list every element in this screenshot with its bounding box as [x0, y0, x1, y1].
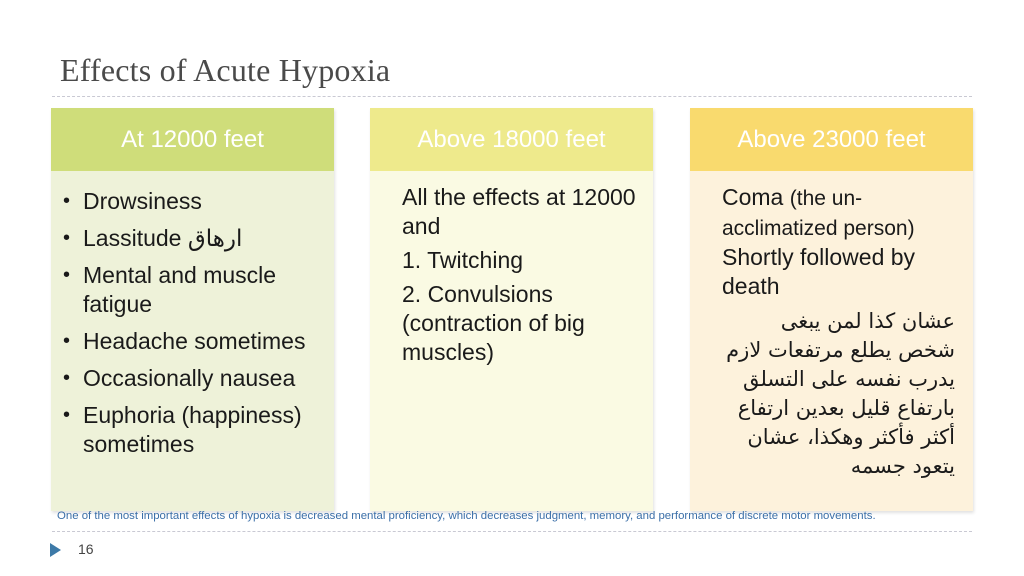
list-item: [63, 187, 322, 216]
effect-line: [722, 183, 955, 243]
bullet-icon: •: [63, 264, 71, 286]
coma-note: (the un-acclimatized person): [722, 187, 915, 240]
page-number: 16: [78, 541, 94, 557]
list-item-text: Euphoria (happiness) sometimes: [83, 402, 302, 457]
column-body: [690, 171, 973, 511]
column-body: [370, 171, 653, 511]
column-18000-feet: [370, 108, 653, 511]
bullet-icon: •: [63, 190, 71, 212]
column-12000-feet: [51, 108, 334, 511]
effect-line: All the effects at 12000 and: [402, 184, 636, 239]
footer-divider: [52, 531, 972, 532]
bullet-icon: •: [63, 330, 71, 352]
footnote: One of the most important effects of hypoxia is decreased mental proficiency, which decreases judgment, memory, and performance of discrete motor movements.: [57, 510, 876, 522]
effect-line: Shortly followed by death: [722, 244, 916, 299]
list-item: [63, 261, 322, 319]
column-header: At 12000 feet: [51, 108, 334, 171]
column-23000-feet: [690, 108, 973, 511]
bullet-icon: •: [63, 367, 71, 389]
bullet-icon: •: [63, 404, 71, 426]
list-item: [63, 401, 322, 459]
list-item: [63, 224, 322, 253]
effect-line: 1. Twitching: [402, 247, 524, 273]
triangle-icon: [50, 543, 61, 557]
title-divider: [52, 96, 972, 97]
list-item: [63, 364, 322, 393]
column-body: [51, 171, 334, 511]
arabic-note: عشان كذا لمن يبغى شخص يطلع مرتفعات لازم يدرب نفسه على التسلق بارتفاع قليل بعدين ارتفاع أكثر فأكثر وهكذا، عشان يتعود جسمه: [726, 309, 955, 478]
list-item-text: Mental and muscle fatigue: [83, 262, 277, 317]
list-item: [63, 327, 322, 356]
list-item-text: Drowsiness: [83, 188, 202, 214]
list-item-text: Headache sometimes: [83, 328, 306, 354]
coma-text: Coma: [722, 184, 784, 210]
list-item-text: Lassitude ارهاق: [83, 225, 243, 251]
slide-title: Effects of Acute Hypoxia: [60, 52, 391, 88]
column-header: Above 18000 feet: [370, 108, 653, 171]
bullet-icon: •: [63, 227, 71, 249]
column-header: Above 23000 feet: [690, 108, 973, 171]
effect-line: 2. Convulsions (contraction of big muscles): [402, 281, 585, 365]
effects-list: [63, 187, 322, 459]
list-item-text: Occasionally nausea: [83, 365, 296, 391]
